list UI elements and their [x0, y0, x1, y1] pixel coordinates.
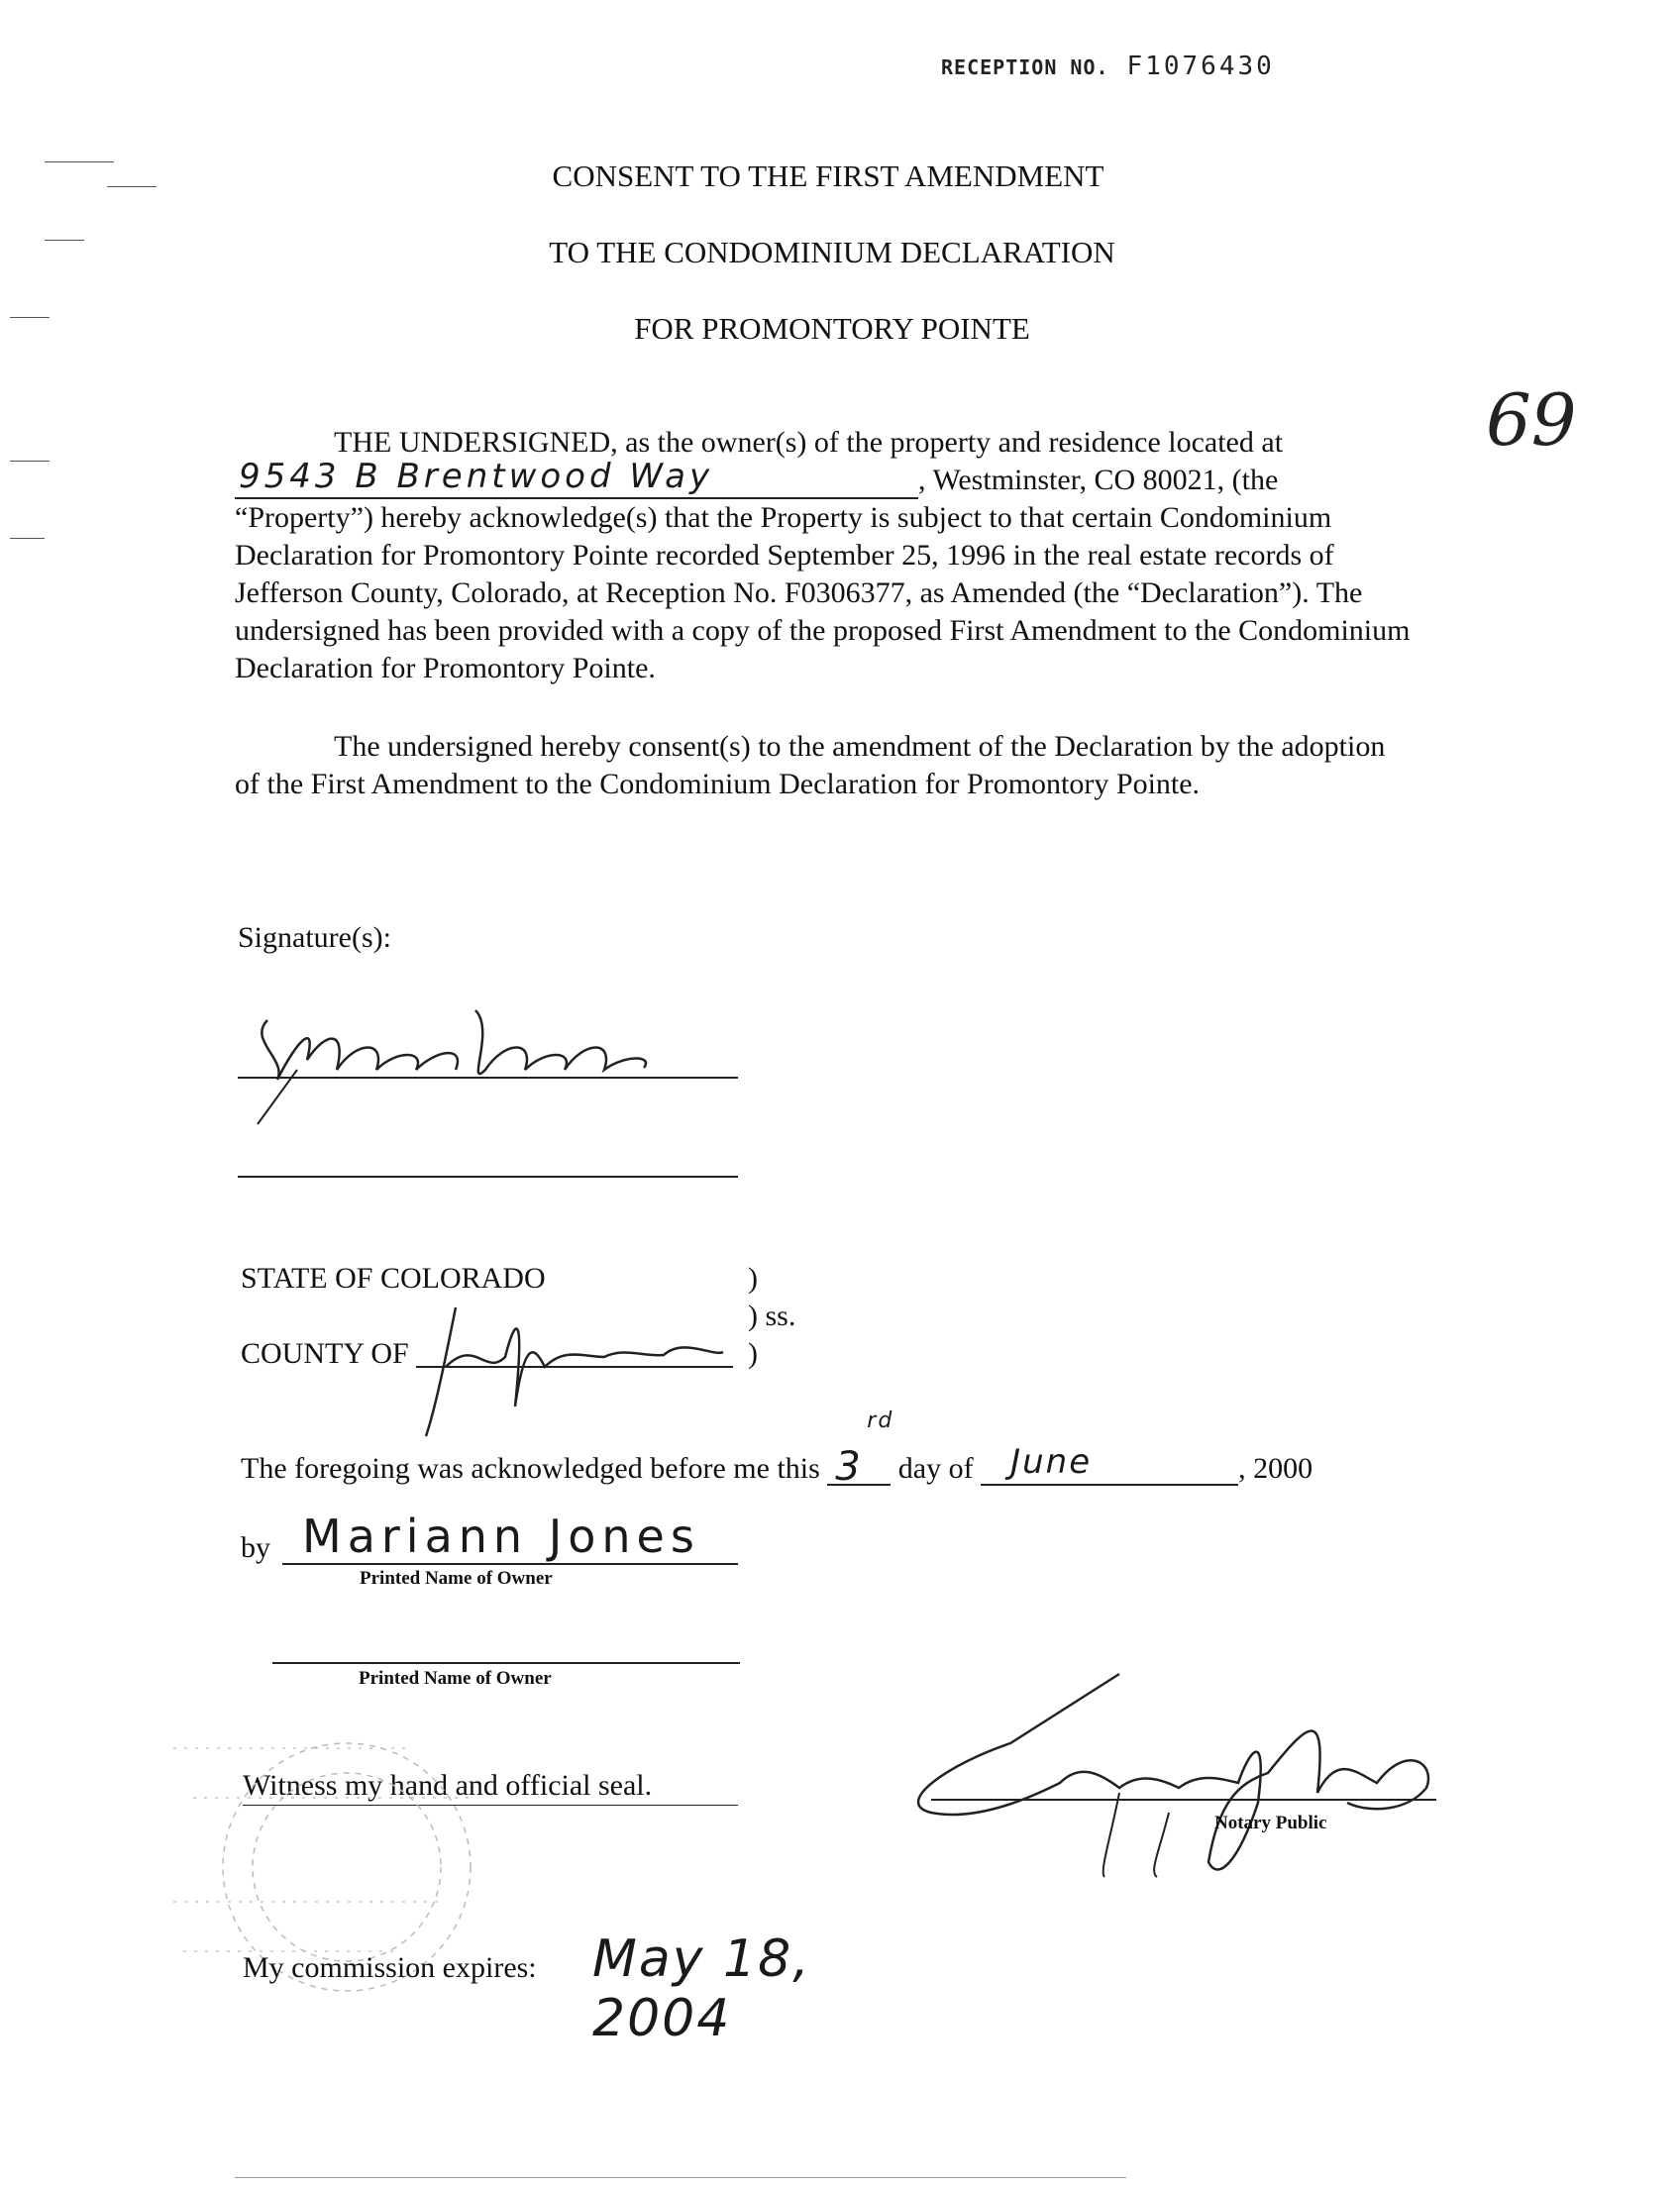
- reception-label: RECEPTION NO.: [941, 55, 1109, 79]
- county-handwritten: [416, 1298, 743, 1446]
- ss-label: ) ss.: [748, 1300, 796, 1332]
- month-field: [981, 1442, 1238, 1486]
- printed-name-line-2: [272, 1662, 740, 1664]
- reception-number: F1076430: [1126, 52, 1275, 81]
- printed-name-label-2: Printed Name of Owner: [359, 1668, 552, 1689]
- scan-mark: [235, 2177, 1126, 2178]
- day-suffix-handwritten: rd: [867, 1408, 894, 1433]
- address-field: [235, 457, 918, 499]
- scan-mark: [10, 317, 50, 318]
- acknowledgement-line: [241, 1408, 1313, 1490]
- notary-signature: [892, 1664, 1446, 1892]
- title-line-1: CONSENT TO THE FIRST AMENDMENT: [552, 158, 1104, 193]
- county-label: COUNTY OF: [241, 1337, 409, 1370]
- reception-header: [941, 52, 1275, 81]
- paragraph-consent: [235, 728, 1414, 803]
- margin-handwritten-number: 69: [1486, 378, 1577, 462]
- scan-mark: [107, 186, 157, 187]
- title-line-2: TO THE CONDOMINIUM DECLARATION: [549, 235, 1115, 269]
- ack-prefix: The foregoing was acknowledged before me this: [241, 1452, 820, 1485]
- day-handwritten: 3: [835, 1444, 863, 1490]
- p1-rest: “Property”) hereby acknowledge(s) that the Property is subject to that certain Condominium Declaration for Promontory Pointe recorded September 25, 1996 in the real estate records of Jefferson County, Colorado, at Reception No. F0306377, as Amended (the “Declaration”). The undersigned has been provided with a copy of the proposed First Amendment to the Condominium Declaration for Promontory Pointe.: [235, 501, 1411, 684]
- signatures-label: Signature(s):: [238, 921, 391, 954]
- year-label: , 2000: [1238, 1452, 1313, 1485]
- day-field: [827, 1408, 894, 1490]
- day-of-label: day of: [897, 1452, 974, 1485]
- notary-public-label: Notary Public: [1214, 1813, 1327, 1833]
- p1-after-address: , Westminster, CO 80021, (the: [918, 464, 1279, 496]
- scan-mark: [10, 538, 45, 539]
- state-label: STATE OF COLORADO: [241, 1262, 546, 1295]
- p1-intro: THE UNDERSIGNED, as the owner(s) of the property and residence located at: [334, 426, 1284, 459]
- witness-label: Witness my hand and official seal.: [243, 1769, 653, 1802]
- scan-mark: [10, 461, 50, 462]
- paren-3: ): [748, 1337, 758, 1370]
- title-line-3: FOR PROMONTORY POINTE: [634, 311, 1030, 346]
- scan-mark: [45, 161, 114, 162]
- paren-1: ): [748, 1262, 758, 1295]
- address-handwritten: 9543 B Brentwood Way: [239, 457, 714, 496]
- commission-handwritten: May 18, 2004: [592, 1929, 811, 2048]
- month-handwritten: June: [1010, 1442, 1093, 1482]
- commission-date-field: [573, 1929, 949, 2048]
- owner-signature-line-2: [238, 1176, 738, 1178]
- by-label: by: [241, 1531, 270, 1564]
- p2-text: The undersigned hereby consent(s) to the amendment of the Declaration by the adoption of the First Amendment to the Condominium Declaration for Promontory Pointe.: [235, 730, 1386, 800]
- printed-name-handwritten: Mariann Jones: [302, 1510, 700, 1563]
- owner-signature: [238, 1000, 753, 1129]
- commission-label: My commission expires:: [243, 1951, 537, 1984]
- scan-mark: [45, 240, 84, 241]
- paragraph-ownership: [235, 424, 1414, 687]
- printed-name-label-1: Printed Name of Owner: [360, 1568, 553, 1589]
- printed-name-field: [282, 1510, 738, 1565]
